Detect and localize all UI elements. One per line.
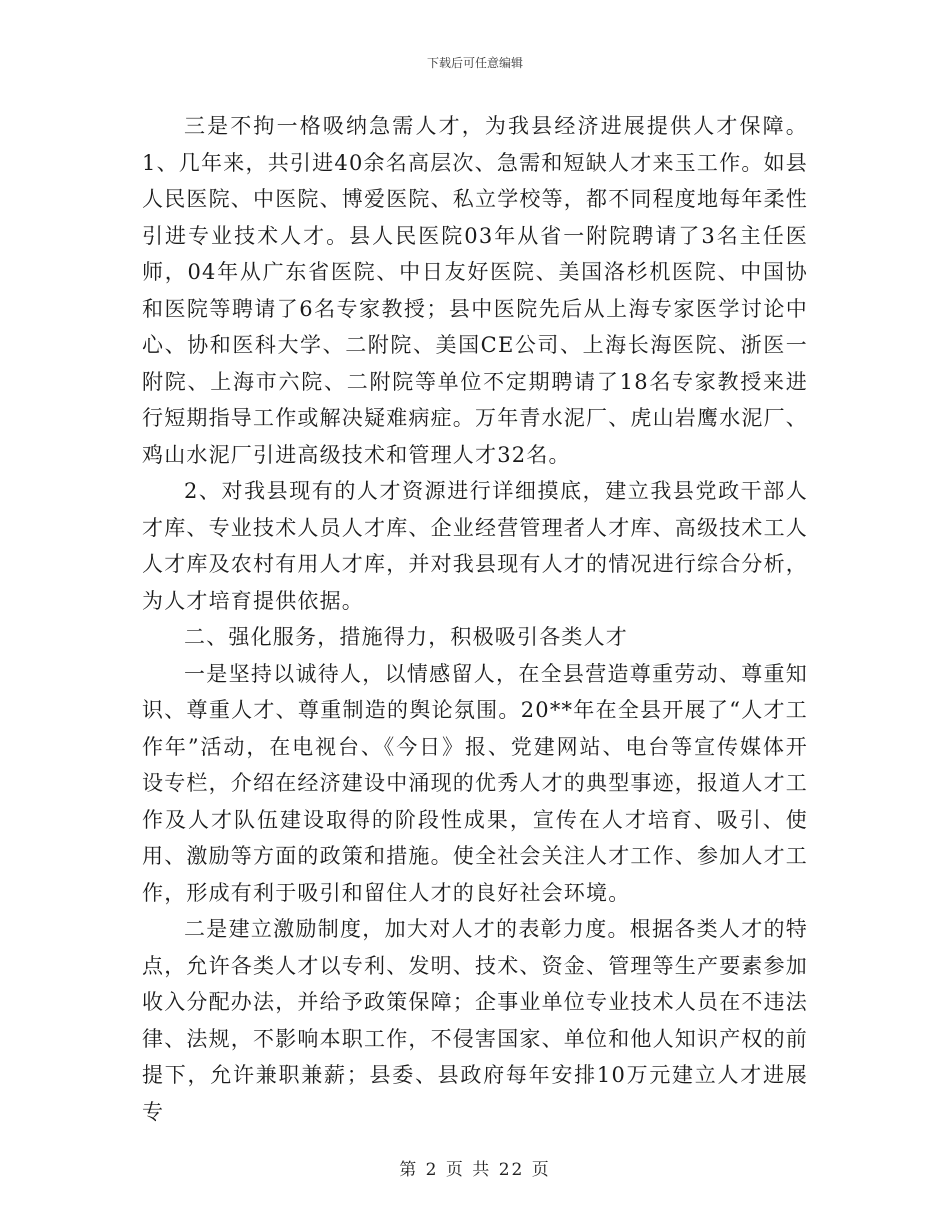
paragraph-talent-survey: 2、对我县现有的人才资源进行详细摸底，建立我县党政干部人才库、专业技术人员人才库、企业经营管理者人才库、高级技术工人人才库及农村有用人才库，并对我县现有人才的情况进行综合分析，为人才培育提供依据。 — [142, 479, 808, 613]
section-heading-services: 二、强化服务，措施得力，积极吸引各类人才 — [184, 625, 628, 649]
page-header: 下载后可任意编辑 — [426, 56, 523, 70]
paragraph-talent-recruitment: 三是不拘一格吸纳急需人才，为我县经济进展提供人才保障。1、几年来，共引进40余名高层次、急需和短缺人才来玉工作。如县人民医院、中医院、博爱医院、私立学校等，都不同程度地每年柔性引进专业技术人才。县人民医院03年从省一附院聘请了3名主任医师，04年从广东省医院、中日友好医院、美国洛杉机医院、中国协和医院等聘请了6名专家教授；县中医院先后从上海专家医学讨论中心、协和医科大学、二附院、美国CE公司、上海长海医院、浙医一附院、上海市六院、二附院等单位不定期聘请了18名专家教授来进行短期指导工作或解决疑难病症。万年青水泥厂、虎山岩鹰水泥厂、鸡山水泥厂引进高级技术和管理人才32名。 — [142, 114, 808, 467]
document-body — [142, 108, 808, 1130]
paragraph-atmosphere: 一是坚持以诚待人，以情感留人，在全县营造尊重劳动、尊重知识、尊重人才、尊重制造的舆论氛围。20**年在全县开展了“人才工作年”活动，在电视台、《今日》报、党建网站、电台等宣传媒体开设专栏，介绍在经济建设中涌现的优秀人才的典型事迹，报道人才工作及人才队伍建设取得的阶段性成果，宣传在人才培育、吸引、使用、激励等方面的政策和措施。使全社会关注人才工作、参加人才工作，形成有利于吸引和留住人才的良好社会环境。 — [142, 661, 808, 905]
page-number-footer: 第 2 页 共 22 页 — [399, 1160, 551, 1180]
paragraph-incentives: 二是建立激励制度，加大对人才的表彰力度。根据各类人才的特点，允许各类人才以专利、发明、技术、资金、管理等生产要素参加收入分配办法，并给予政策保障；企事业单位专业技术人员在不违法律、法规，不影响本职工作，不侵害国家、单位和他人知识产权的前提下，允许兼职兼薪；县委、县政府每年安排10万元建立人才进展专 — [142, 917, 808, 1124]
